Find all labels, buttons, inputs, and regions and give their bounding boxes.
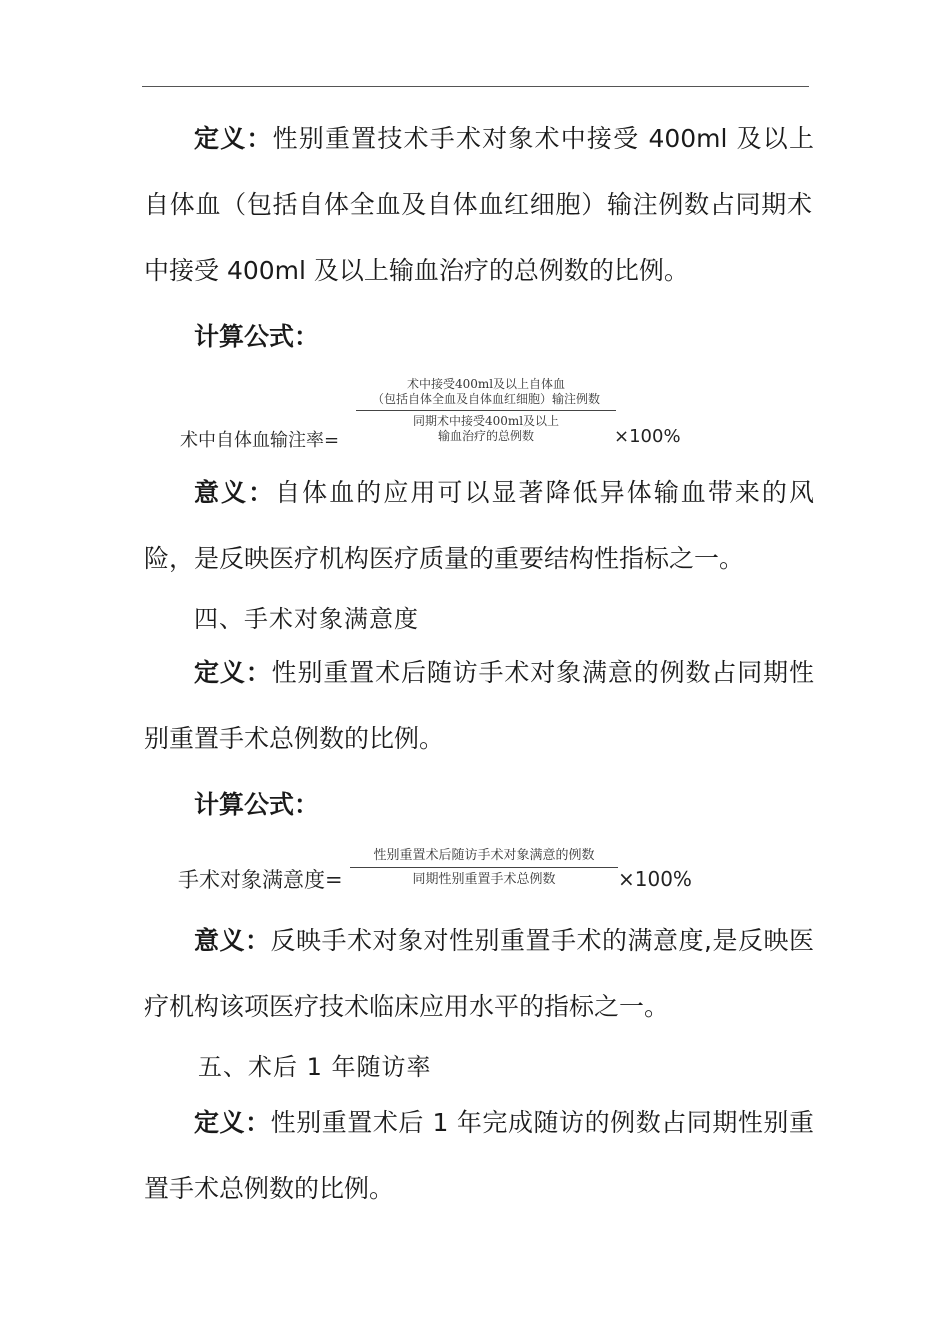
definition-text: 别重置手术总例数的比例。 — [144, 724, 445, 753]
definition-line — [194, 1106, 814, 1140]
formula-numerator — [356, 377, 616, 407]
definition-line — [194, 122, 814, 156]
numerator-line: 术中接受400ml及以上自体血 — [406, 377, 566, 391]
definition-text: 置手术总例数的比例。 — [144, 1174, 395, 1203]
definition-label: 定义： — [194, 124, 273, 153]
formula-multiplier: ×100% — [614, 426, 681, 447]
meaning-text: 险，是反映医疗机构医疗质量的重要结构性指标之一。 — [144, 544, 745, 573]
meaning-text: 反映手术对象对性别重置手术的满意度,是反映医 — [270, 926, 814, 955]
denominator-line: 输血治疗的总例数 — [437, 429, 534, 443]
calculation-label — [194, 788, 814, 822]
meaning-line — [194, 924, 814, 958]
section-heading: 五、术后 1 年随访率 — [198, 1053, 432, 1081]
fraction-bar — [350, 867, 618, 868]
definition-text: 性别重置技术手术对象术中接受 400ml 及以上 — [272, 124, 814, 153]
numerator-line: （包括自体全血及自体血红细胞）输注例数 — [371, 392, 600, 406]
calculation-label-text: 计算公式： — [194, 790, 320, 819]
definition-line — [194, 656, 814, 690]
meaning-text: 自体血的应用可以显著降低异体输血带来的风 — [275, 478, 814, 507]
meaning-label: 意义： — [194, 478, 276, 507]
header-rule — [142, 86, 809, 87]
formula-denominator: 同期性别重置手术总例数 — [412, 872, 556, 887]
definition-text: 自体血（包括自体全血及自体血红细胞）输注例数占同期术 — [144, 190, 812, 219]
formula-numerator: 性别重置术后随访手术对象满意的例数 — [373, 848, 595, 863]
meaning-text: 疗机构该项医疗技术临床应用水平的指标之一。 — [144, 992, 670, 1021]
definition-label: 定义： — [194, 1108, 271, 1137]
denominator-line: 同期术中接受400ml及以上 — [412, 414, 560, 428]
fraction-bar — [356, 410, 616, 411]
formula-lhs: 术中自体血输注率= — [180, 430, 340, 451]
formula-multiplier: ×100% — [618, 867, 692, 891]
formula-denominator — [356, 414, 616, 444]
formula-lhs: 手术对象满意度= — [178, 868, 343, 892]
meaning-label: 意义： — [194, 926, 271, 955]
section-heading: 四、手术对象满意度 — [194, 605, 419, 633]
calculation-label — [194, 320, 814, 354]
definition-text: 性别重置术后随访手术对象满意的例数占同期性 — [271, 658, 814, 687]
definition-text: 性别重置术后 1 年完成随访的例数占同期性别重 — [270, 1108, 814, 1137]
definition-label: 定义： — [194, 658, 272, 687]
meaning-line — [194, 476, 814, 510]
calculation-label-text: 计算公式： — [194, 322, 320, 351]
definition-text: 中接受 400ml 及以上输血治疗的总例数的比例。 — [144, 256, 689, 285]
